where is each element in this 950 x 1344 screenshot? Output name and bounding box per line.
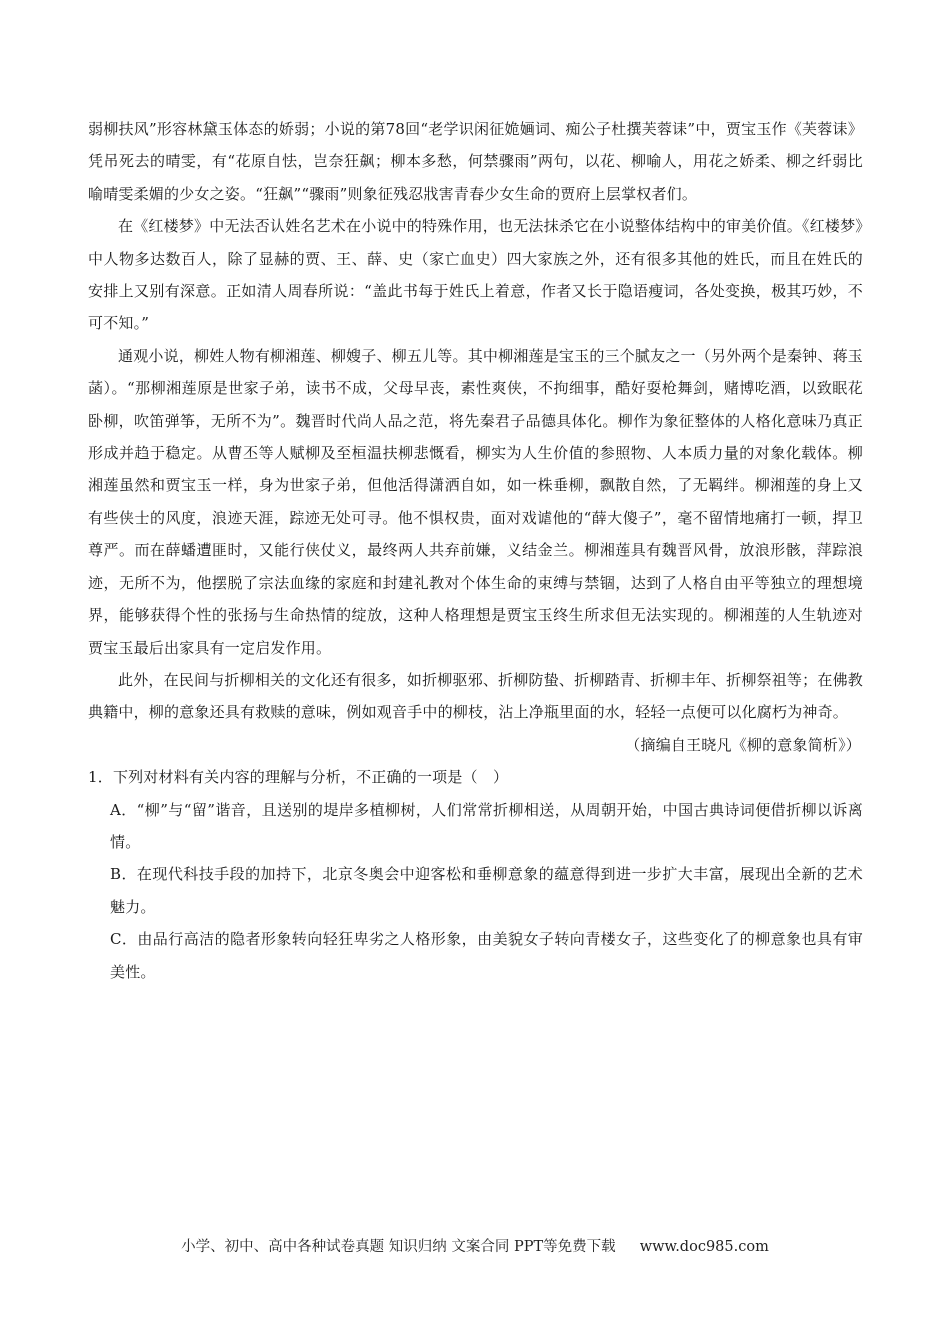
source-citation: （摘编自王晓凡《柳的意象简析》） bbox=[625, 735, 861, 754]
option-a: A．“柳”与“留”谐音，且送别的堤岸多植柳树，人们常常折柳相送，从周朝开始，中国古典诗词便借折柳以诉离情。 bbox=[110, 800, 863, 851]
footer-site-link[interactable]: www.doc985.com bbox=[639, 1239, 769, 1255]
page-footer bbox=[0, 1235, 950, 1256]
option-c: C．由品行高洁的隐者形象转向轻狂卑劣之人格形象，由美貌女子转向青楼女子，这些变化了的柳意象也具有审美性。 bbox=[110, 930, 863, 981]
question-stem: 1．下列对材料有关内容的理解与分析，不正确的一项是（ ） bbox=[88, 768, 509, 787]
paragraph-4: 此外，在民间与折柳相关的文化还有很多，如折柳驱邪、折柳防蛰、折柳踏青、折柳丰年、折柳祭祖等；在佛教典籍中，柳的意象还具有救赎的意味，例如观音手中的柳枝，沾上净瓶里面的水，轻轻一点便可以化腐朽为神奇。 bbox=[88, 670, 863, 722]
paragraph-3: 通观小说，柳姓人物有柳湘莲、柳嫂子、柳五儿等。其中柳湘莲是宝玉的三个腻友之一（另外两个是秦钟、蒋玉菡）。“那柳湘莲原是世家子弟，读书不成，父母早丧，素性爽侠，不拘细事，酷好耍枪舞剑，赌博吃酒，以致眠花卧柳，吹笛弹筝，无所不为”。魏晋时代尚人品之范，将先秦君子品德具体化。柳作为象征整体的人格化意味乃真正形成并趋于稳定。从曹丕等人赋柳及至桓温扶柳悲慨看，柳实为人生价值的参照物、人本质力量的对象化载体。柳湘莲虽然和贾宝玉一样，身为世家子弟，但他活得潇洒自如，如一株垂柳，飘散自然，了无羁绊。柳湘莲的身上又有些侠士的风度，浪迹天涯，踪迹无处可寻。他不惧权贵，面对戏谑他的“薛大傻子”，毫不留情地痛打一顿，捍卫尊严。而在薛蟠遭匪时，又能行侠仗义，最终两人共弃前嫌，义结金兰。柳湘莲具有魏晋风骨，放浪形骸，萍踪浪迹，无所不为，他摆脱了宗法血缘的家庭和封建礼教对个体生命的束缚与禁锢，达到了人格自由平等独立的理想境界，能够获得个性的张扬与生命热情的绽放，这种人格理想是贾宝玉终生所求但无法实现的。柳湘莲的人生轨迹对贾宝玉最后出家具有一定启发作用。 bbox=[88, 346, 863, 657]
paragraph-1: 弱柳扶风”形容林黛玉体态的娇弱；小说的第78回“老学识闲征姽婳词、痴公子杜撰芙蓉诔”中，贾宝玉作《芙蓉诔》凭吊死去的晴雯，有“花原自怯，岂奈狂飙；柳本多愁，何禁骤雨”两句，以花、柳喻人，用花之娇柔、柳之纤弱比喻晴雯柔媚的少女之姿。“狂飙”“骤雨”则象征残忍戕害青春少女生命的贾府上层掌权者们。 bbox=[88, 120, 863, 203]
footer-text: 小学、初中、高中各种试卷真题 知识归纳 文案合同 PPT等免费下载 bbox=[181, 1239, 616, 1255]
paragraph-2: 在《红楼梦》中无法否认姓名艺术在小说中的特殊作用，也无法抹杀它在小说整体结构中的审美价值。《红楼梦》中人物多达数百人，除了显赫的贾、王、薛、史（家亡血史）四大家族之外，还有很多其他的姓氏，而且在姓氏的安排上又别有深意。正如清人周春所说：“盖此书每于姓氏上着意，作者又长于隐语瘦词，各处变换，极其巧妙，不可不知。” bbox=[88, 217, 864, 333]
article-body bbox=[88, 113, 863, 988]
option-b: B．在现代科技手段的加持下，北京冬奥会中迎客松和垂柳意象的蕴意得到进一步扩大丰富，展现出全新的艺术魅力。 bbox=[110, 865, 863, 916]
